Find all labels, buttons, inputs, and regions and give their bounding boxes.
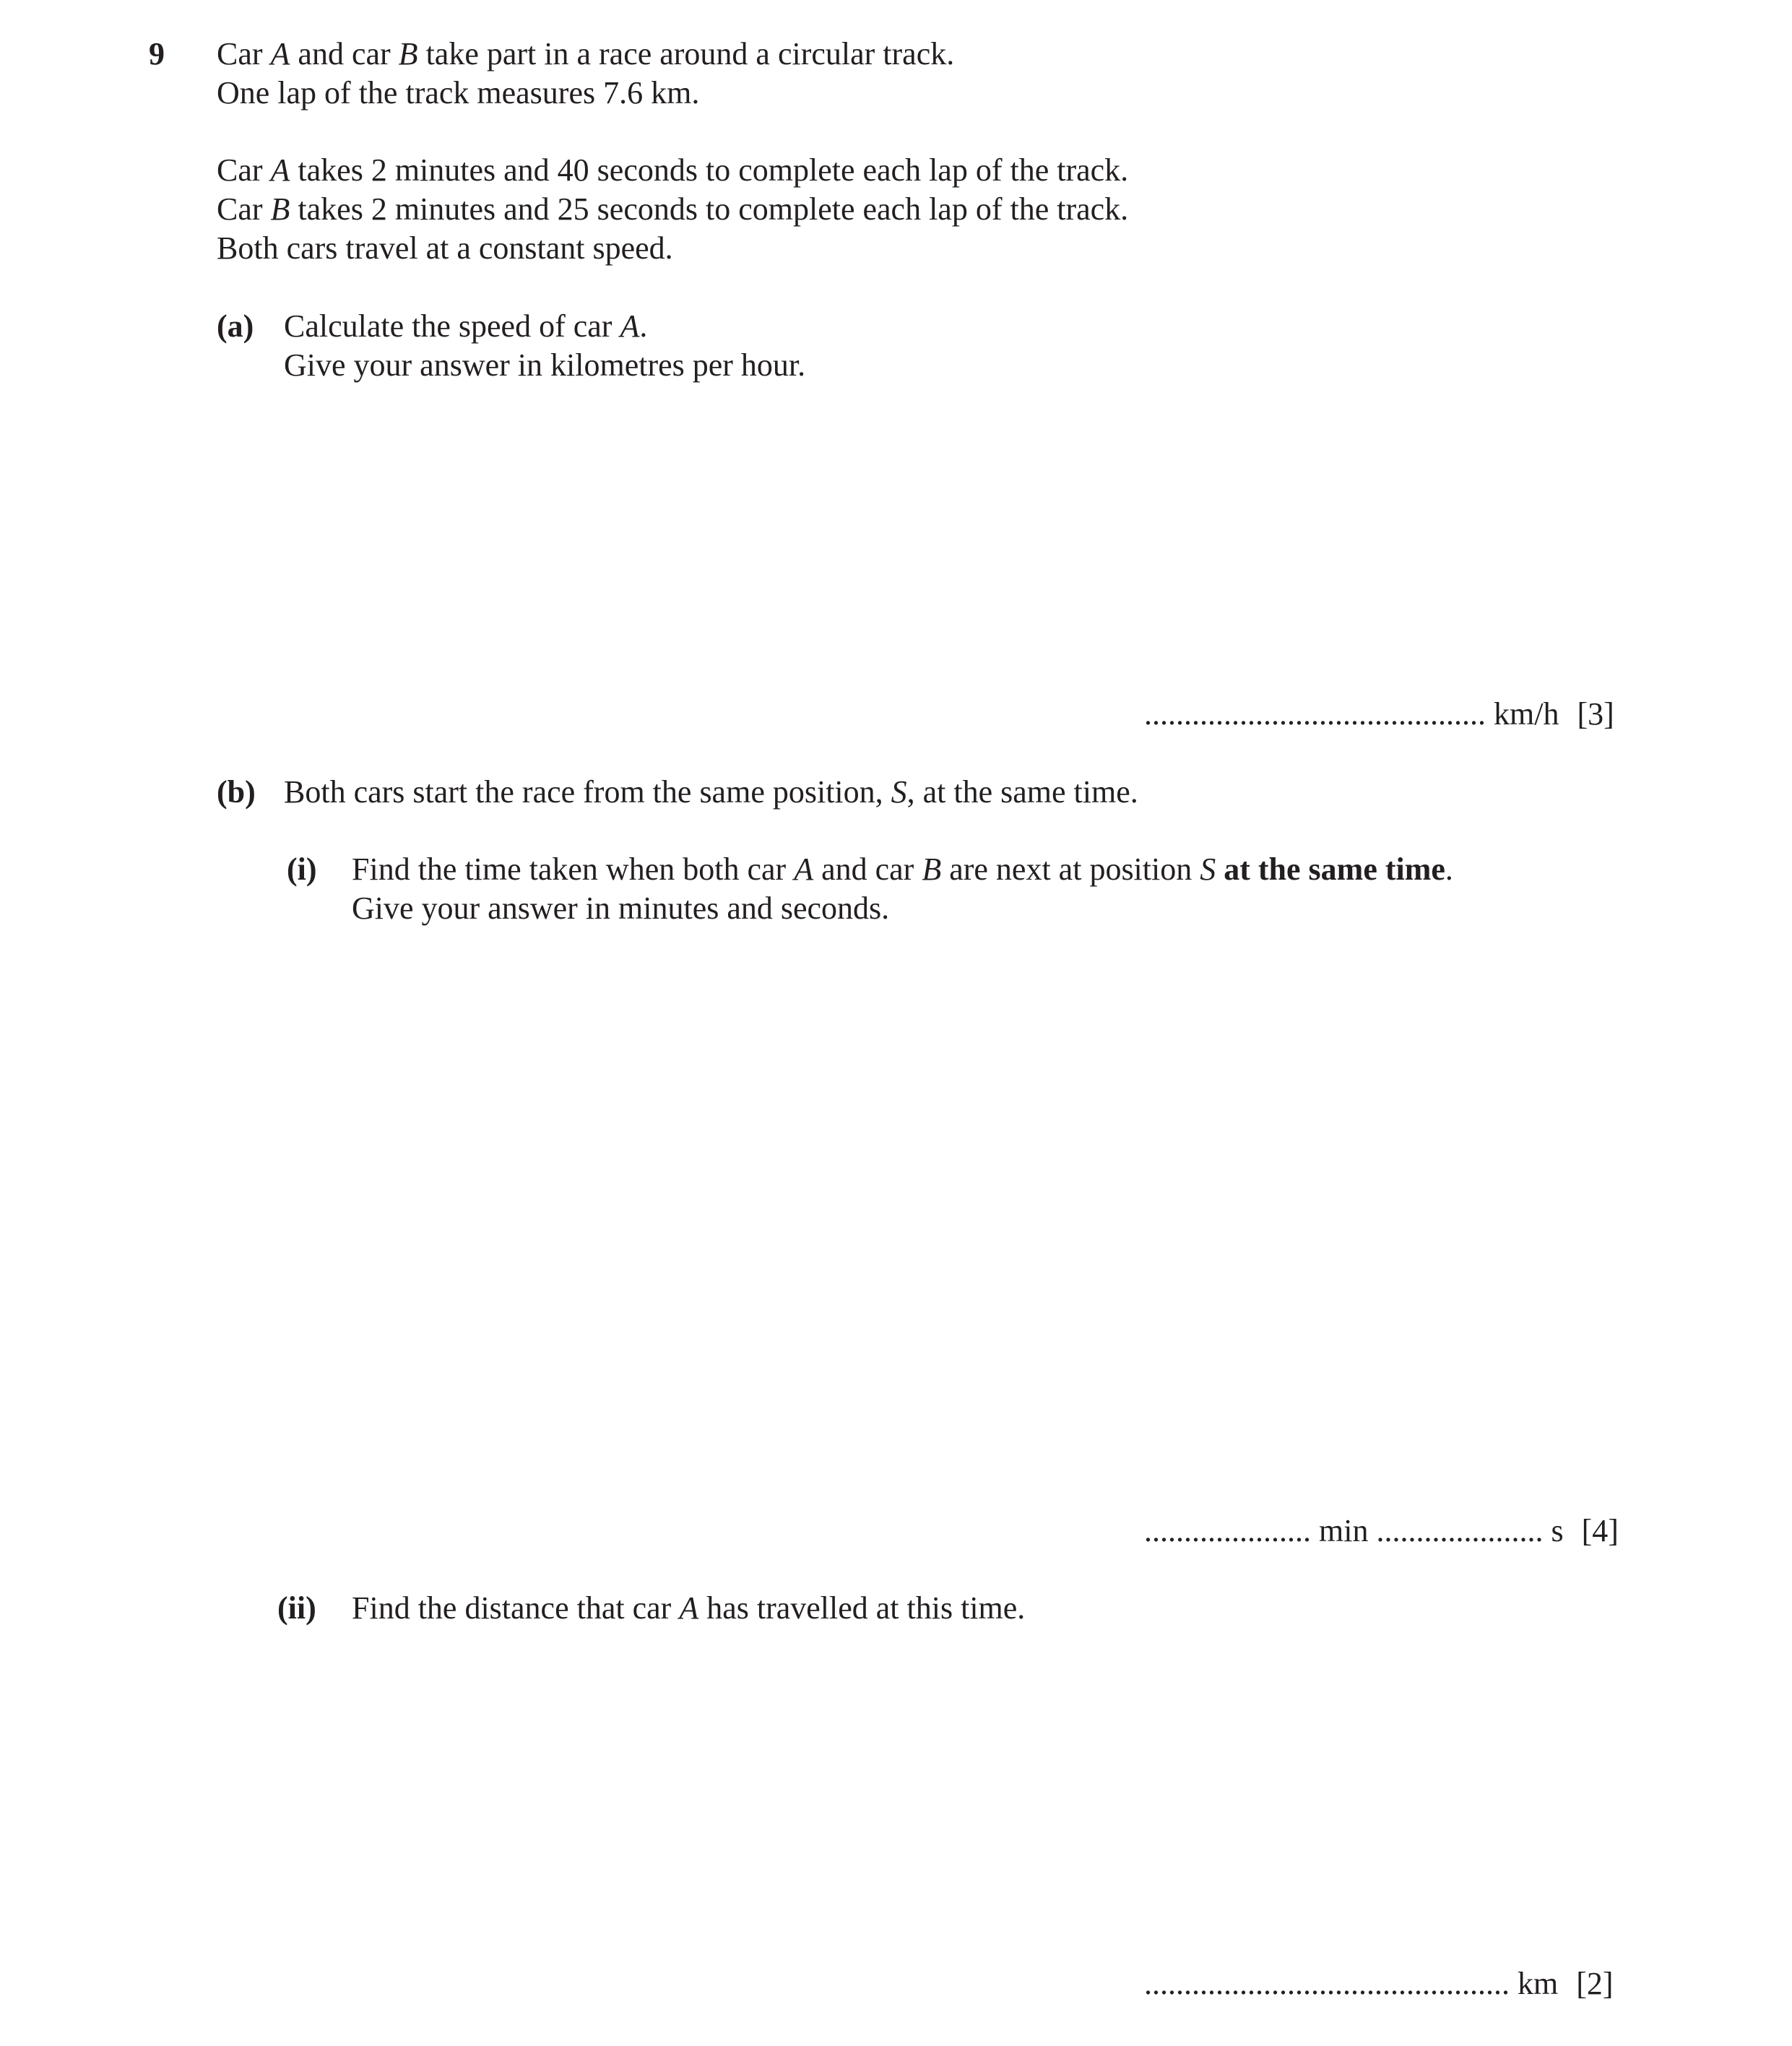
text: Find the time taken when both car [352,851,795,887]
part-b-ii-label: (ii) [277,1590,316,1626]
text: Car [217,191,271,227]
text: Both cars start the race from the same position, [284,774,891,810]
seconds-dots[interactable]: ..................... [1376,1513,1544,1548]
text: . [639,308,648,344]
marks: [2] [1576,1966,1614,2001]
text [1216,851,1224,887]
part-b-ii-line-1 [352,1589,1025,1628]
car-b-var: B [270,191,290,227]
intro-line-4 [217,190,1128,229]
answer-dots[interactable]: ........................................... [1144,696,1486,732]
part-b-i-line-1 [352,850,1453,889]
text: Find the distance that car [352,1590,680,1626]
seconds-unit: s [1551,1513,1564,1548]
text: . [1445,851,1453,887]
car-a-var: A [794,851,814,887]
car-b-var: B [922,851,942,887]
part-a-line-2: Give your answer in kilometres per hour. [284,347,806,383]
text: , at the same time. [906,774,1138,810]
part-a-answer-line [1144,695,1614,734]
part-a-label: (a) [217,308,254,344]
position-s-var: S [1200,851,1216,887]
text: Calculate the speed of car [284,308,620,344]
minutes-unit: min [1319,1513,1369,1548]
answer-unit: km [1518,1966,1559,2001]
part-b-i-line-2: Give your answer in minutes and seconds. [352,890,890,926]
car-a-var: A [270,36,290,71]
part-b-i-label: (i) [287,851,317,887]
marks: [4] [1581,1513,1619,1548]
text: takes 2 minutes and 25 seconds to complete each lap of the track. [290,191,1129,227]
text: and car [813,851,922,887]
car-a-var: A [679,1590,699,1626]
answer-dots[interactable]: .............................................. [1144,1966,1510,2001]
text: Car [217,36,271,71]
car-a-var: A [270,152,290,188]
answer-unit: km/h [1494,696,1559,732]
part-b-line-1 [284,773,1138,812]
intro-line-2: One lap of the track measures 7.6 km. [217,75,700,110]
text: takes 2 minutes and 40 seconds to complete each lap of the track. [290,152,1129,188]
text: are next at position [941,851,1200,887]
intro-line-3 [217,151,1128,190]
car-b-var: B [398,36,418,71]
part-b-i-answer-line [1144,1512,1619,1551]
part-b-label: (b) [217,774,256,810]
text: and car [290,36,399,71]
part-a-line-1 [284,307,647,346]
position-s-var: S [891,774,907,810]
question-number: 9 [149,36,165,71]
car-a-var: A [620,308,640,344]
intro-line-5: Both cars travel at a constant speed. [217,230,673,266]
text: has travelled at this time. [698,1590,1026,1626]
text: take part in a race around a circular track. [417,36,955,71]
part-b-ii-answer-line [1144,1964,1614,2003]
minutes-dots[interactable]: ..................... [1144,1513,1311,1548]
emphasis: at the same time [1224,851,1445,887]
text: Car [217,152,271,188]
intro-line-1 [217,35,954,74]
marks: [3] [1577,696,1614,732]
